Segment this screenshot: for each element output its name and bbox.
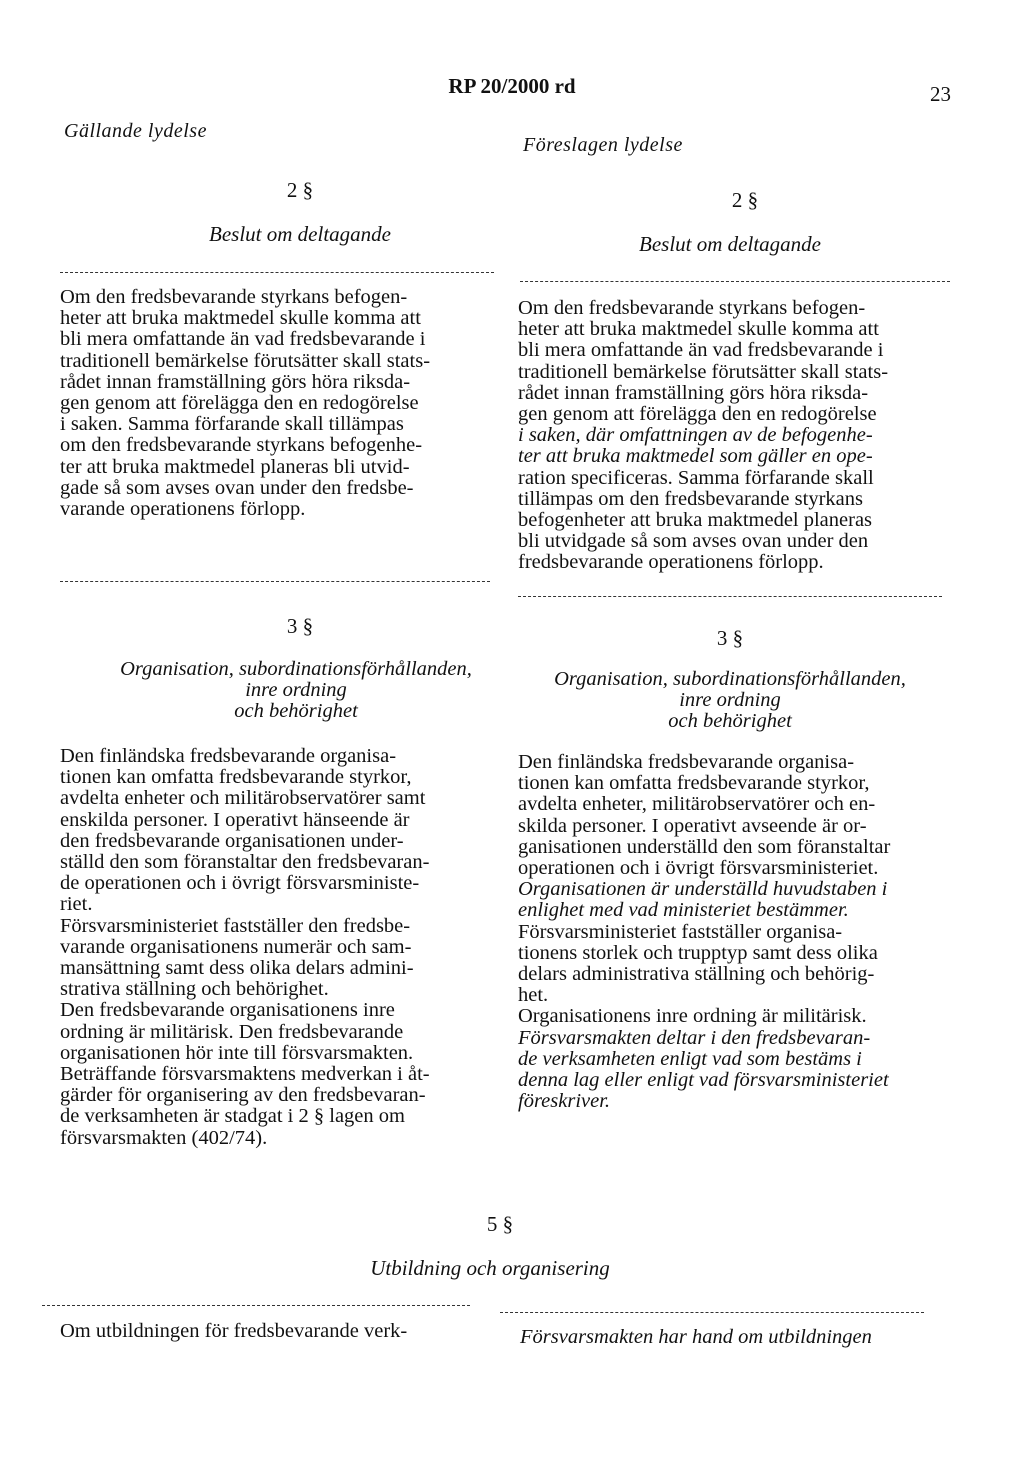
text-line: delars administrativa ställning och behörig- <box>518 963 875 986</box>
text-line: enskilda personer. I operativt hänseende är <box>60 808 410 831</box>
text-line: försvarsmakten (402/74). <box>60 1126 268 1149</box>
text-line: bli mera omfattande än vad fredsbevarande i <box>60 328 426 351</box>
text-line: föreskriver. <box>518 1090 611 1113</box>
sec5-title: Utbildning och organisering <box>370 1256 610 1280</box>
text-line: Om den fredsbevarande styrkans befogen- <box>518 297 866 319</box>
right-sec5-dash <box>500 1312 924 1313</box>
text-line: tillämpas om den fredsbevarande styrkans <box>518 487 863 510</box>
left-sec2-body <box>60 287 494 520</box>
text-line: mansättning samt dess olika delars admini- <box>60 957 414 980</box>
title-line: Organisation, subordinationsförhållanden, <box>554 668 906 690</box>
text-line: gen genom att förelägga den en redogörelse <box>518 403 877 426</box>
text-line: riet. <box>60 893 93 916</box>
text-line: Den finländska fredsbevarande organisa- <box>60 745 397 767</box>
text-line: ter att bruka maktmedel planeras bli utvid- <box>60 455 410 478</box>
text-line: ganisationen underställd den som föranstaltar <box>518 835 891 858</box>
text-line: fredsbevarande operationens förlopp. <box>518 551 824 574</box>
text-line: bli utvidgade så som avses ovan under den <box>518 530 869 553</box>
text-line: denna lag eller enligt vad försvarsministeriet <box>518 1069 889 1092</box>
right-sec5-line <box>520 1327 960 1348</box>
text-line: avdelta enheter och militärobservatörer samt <box>60 787 426 810</box>
text-line: Försvarsministeriet fastställer den fredsbe- <box>60 914 411 937</box>
right-sec2-body <box>518 298 952 574</box>
left-sec2-dash-bottom <box>60 581 490 582</box>
left-sec2-number: 2 § <box>286 178 314 202</box>
text-line: heter att bruka maktmedel skulle komma att <box>518 318 879 341</box>
text-line: traditionell bemärkelse förutsätter skall stats- <box>60 349 431 372</box>
left-sec3-title <box>56 659 536 722</box>
text-line: tionen kan omfatta fredsbevarande styrkor, <box>60 766 412 789</box>
right-sec2-title: Beslut om deltagande <box>639 232 821 256</box>
title-line: inre ordning <box>679 689 781 711</box>
text-line: varande operationens förlopp. <box>60 498 306 521</box>
text-line: Försvarsministeriet fastställer organisa- <box>518 920 843 943</box>
text-line: ordning är militärisk. Den fredsbevarande <box>60 1020 404 1043</box>
text-line: organisationen hör inte till försvarsmakten. <box>60 1041 414 1064</box>
text-line: ställd den som föranstaltar den fredsbevaran- <box>60 851 430 874</box>
text-line: Beträffande försvarsmaktens medverkan i åt- <box>60 1063 430 1086</box>
text-line italic: i saken, där omfattningen av de befogenhe- <box>518 424 873 447</box>
sec5-number: 5 § <box>486 1212 514 1236</box>
text-line: Organisationen är underställd huvudstaben i <box>518 878 888 901</box>
text-line: ration specificeras. Samma förfarande skall <box>518 466 874 489</box>
title-line: Organisation, subordinationsförhållanden, <box>120 658 472 680</box>
text-line: avdelta enheter, militärobservatörer och en- <box>518 793 876 816</box>
left-sec3-body <box>60 746 490 1149</box>
left-sec5-line: Om utbildningen för fredsbevarande verk- <box>60 1320 408 1342</box>
text-line: strativa ställning och behörighet. <box>60 978 329 1001</box>
text-line: den fredsbevarande organisationen under- <box>60 829 404 852</box>
text-line: Organisationens inre ordning är militärisk. <box>518 1005 867 1028</box>
right-sec3-title <box>482 669 978 732</box>
left-sec3-number: 3 § <box>286 614 314 638</box>
text-line: heter att bruka maktmedel skulle komma att <box>60 307 421 330</box>
page-number: 23 <box>930 82 951 106</box>
text-line: gade så som avses ovan under den fredsbe- <box>60 476 414 499</box>
right-sec5-line-text: Försvarsmakten har hand om utbildningen <box>520 1326 872 1348</box>
text-line: Den finländska fredsbevarande organisa- <box>518 751 855 773</box>
text-line: Den fredsbevarande organisationens inre <box>60 999 395 1022</box>
text-line: skilda personer. I operativt avseende är or- <box>518 814 867 837</box>
text-line: gärder för organisering av den fredsbevaran- <box>60 1084 426 1107</box>
text-line: varande organisationens numerär och sam- <box>60 935 412 958</box>
left-sec2-title: Beslut om deltagande <box>209 222 391 246</box>
right-column-heading: Föreslagen lydelse <box>523 134 683 156</box>
text-line: de verksamheten är stadgat i 2 § lagen om <box>60 1105 405 1128</box>
text-line: traditionell bemärkelse förutsätter skall stats- <box>518 360 889 383</box>
right-sec2-number: 2 § <box>731 188 759 212</box>
text-line: befogenheter att bruka maktmedel planeras <box>518 509 873 532</box>
text-line: de verksamheten enligt vad som bestäms i <box>518 1047 862 1070</box>
right-sec3-number: 3 § <box>716 626 744 650</box>
text-line: Om den fredsbevarande styrkans befogen- <box>60 286 408 308</box>
right-sec3-body <box>518 752 952 1112</box>
text-line: i saken. Samma förfarande skall tillämpas <box>60 413 404 436</box>
text-line: rådet innan framställning görs höra riksda- <box>518 381 869 404</box>
title-line: inre ordning <box>245 679 347 701</box>
left-sec5-dash <box>42 1305 470 1306</box>
text-line: enlighet med vad ministeriet bestämmer. <box>518 899 849 922</box>
text-line: Försvarsmakten deltar i den fredsbevaran- <box>518 1026 871 1049</box>
text-line: het. <box>518 984 549 1007</box>
text-line: gen genom att förelägga den en redogörelse <box>60 392 419 415</box>
text-line: bli mera omfattande än vad fredsbevarande i <box>518 339 884 362</box>
text-line: operationen och i övrigt försvarsministeriet. <box>518 857 879 880</box>
text-line: tionen kan omfatta fredsbevarande styrkor, <box>518 772 870 795</box>
text-line: tionens storlek och trupptyp samt dess olika <box>518 941 878 964</box>
text-line: om den fredsbevarande styrkans befogenhe- <box>60 434 423 457</box>
text-line italic: ter att bruka maktmedel som gäller en ope- <box>518 445 873 468</box>
text-line: de operationen och i övrigt försvarsministe- <box>60 872 420 895</box>
left-column-heading: Gällande lydelse <box>64 120 207 142</box>
left-sec2-dash-top <box>60 272 494 273</box>
right-sec2-dash-bottom <box>518 596 942 597</box>
document-reference: RP 20/2000 rd <box>448 74 576 98</box>
right-sec2-dash-top <box>520 281 950 282</box>
title-line: och behörighet <box>668 710 792 732</box>
title-line: och behörighet <box>234 700 358 722</box>
text-line: rådet innan framställning görs höra riksda- <box>60 370 411 393</box>
